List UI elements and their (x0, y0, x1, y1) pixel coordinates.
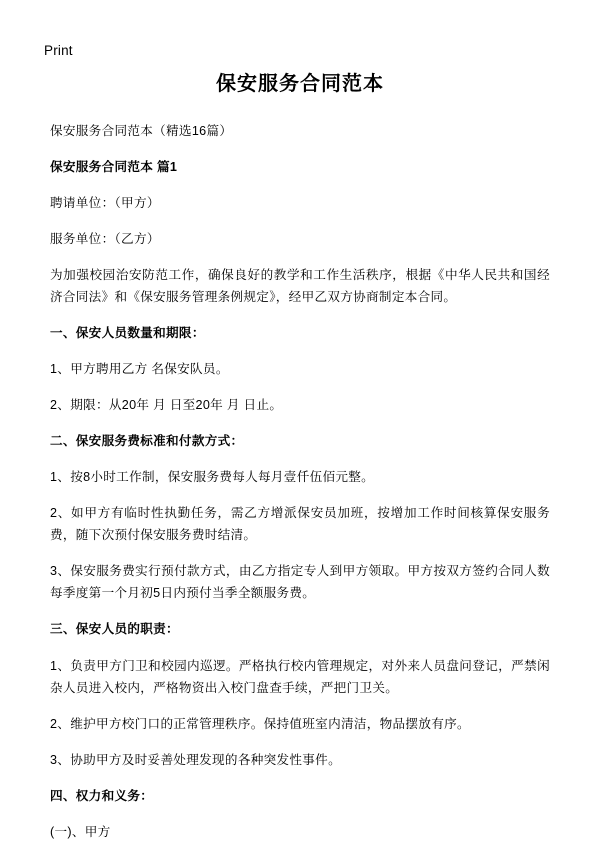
section-heading: 一、保安人员数量和期限： (50, 326, 205, 341)
body-paragraph: 1、按8小时工作制，保安服务费每人每月壹仟伍佰元整。 (50, 470, 375, 485)
body-paragraph: 3、协助甲方及时妥善处理发现的各种突发性事件。 (50, 752, 341, 767)
section-heading: 保安服务合同范本 篇1 (50, 160, 178, 175)
body-paragraph: 为加强校园治安防范工作，确保良好的教学和工作生活秩序，根据《中华人民共和国经济合同法》和《保安服务管理条例规定》，经甲乙双方协商制定本合同。 (50, 268, 550, 305)
document-title: 保安服务合同范本 (216, 73, 384, 95)
body-paragraph: 1、负责甲方门卫和校园内巡逻。严格执行校内管理规定，对外来人员盘问登记，严禁闲杂人员进入校内，严格物资出入校门盘查手续，严把门卫关。 (50, 658, 550, 695)
body-paragraph: 聘请单位：（甲方） (50, 196, 160, 211)
section-heading: 二、保安服务费标准和付款方式： (50, 434, 244, 449)
section-heading: 三、保安人员的职责： (50, 622, 179, 637)
paragraph-list (50, 120, 550, 843)
body-paragraph: 2、期限：从20年 月 日至20年 月 日止。 (50, 398, 283, 413)
body-paragraph: 3、保安服务费实行预付款方式，由乙方指定专人到甲方领取。甲方按双方签约合同人数每季度第一个月初5日内预付当季全额服务费。 (50, 564, 550, 601)
document-body (50, 70, 550, 857)
body-paragraph: 保安服务合同范本（精选16篇） (50, 124, 233, 138)
body-paragraph: (一)、甲方 (50, 824, 111, 839)
body-paragraph: 2、如甲方有临时性执勤任务，需乙方增派保安员加班，按增加工作时间核算保安服务费，随下次预付保安服务费时结清。 (50, 506, 550, 543)
section-heading: 四、权力和义务： (50, 788, 154, 803)
print-button[interactable]: Print (44, 43, 73, 58)
body-paragraph: 2、维护甲方校门口的正常管理秩序。保持值班室内清洁，物品摆放有序。 (50, 716, 470, 731)
body-paragraph: 服务单位：（乙方） (50, 232, 160, 247)
body-paragraph: 1、甲方聘用乙方 名保安队员。 (50, 362, 229, 377)
